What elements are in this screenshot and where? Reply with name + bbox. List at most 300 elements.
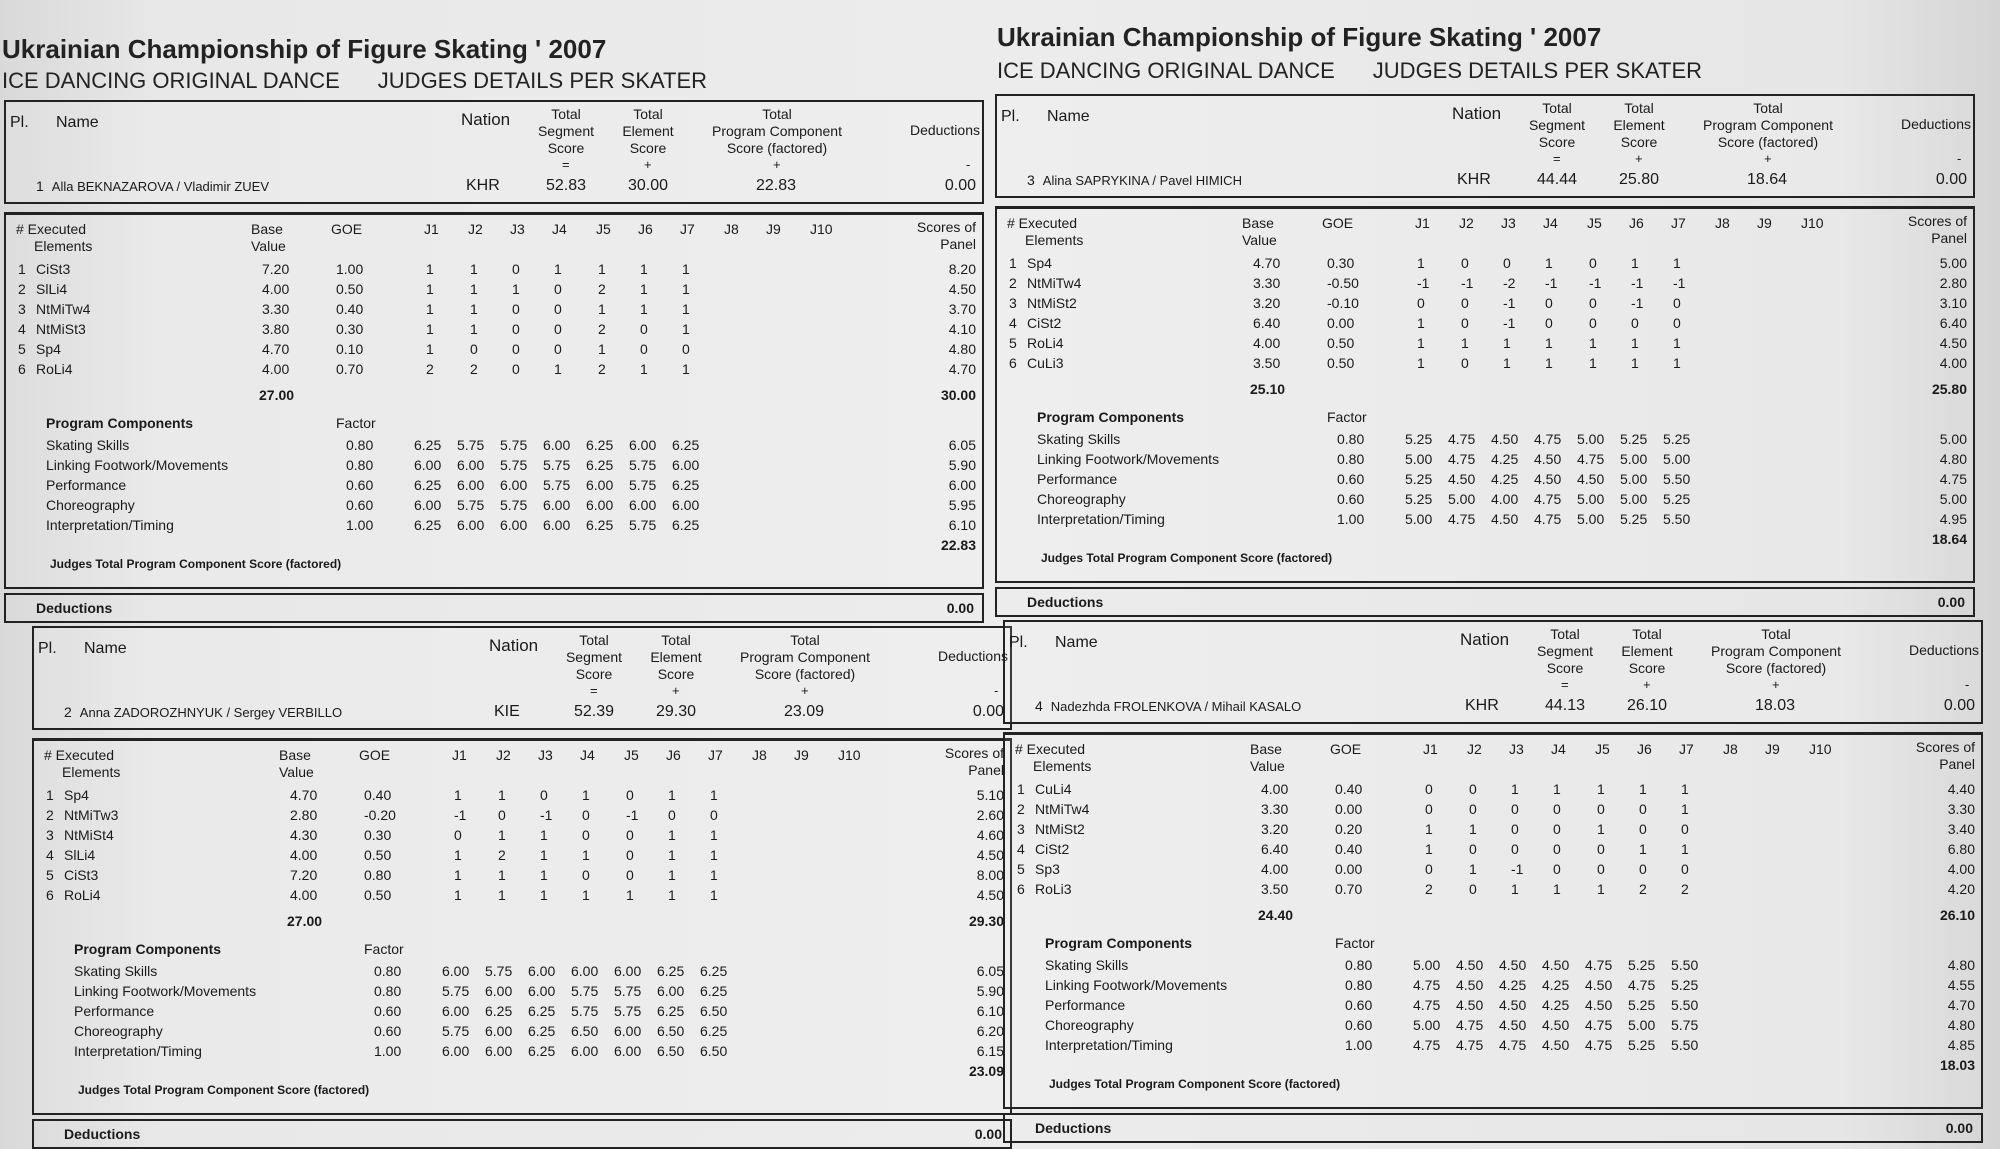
deductions-label: Deductions (1035, 1120, 1112, 1136)
judge-score: 0 (1553, 841, 1561, 857)
skater-tes: 25.80 (1619, 171, 1660, 188)
judge-header: J6 (1637, 741, 1652, 757)
element-goe: 0.30 (336, 321, 364, 337)
component-name: Interpretation/Timing (46, 517, 174, 533)
op-equals: = (590, 683, 598, 698)
component-judge-score: 6.00 (672, 457, 700, 473)
element-panel-score: 4.70 (948, 361, 976, 377)
judge-score: 1 (498, 827, 506, 843)
element-number: 5 (18, 341, 26, 357)
component-judge-score: 6.00 (629, 497, 657, 513)
judge-score: 1 (1681, 801, 1689, 817)
component-factor: 0.80 (1337, 451, 1365, 467)
component-judge-score: 5.75 (614, 1003, 642, 1019)
component-name: Skating Skills (1037, 431, 1121, 447)
component-factor: 0.60 (1345, 997, 1373, 1013)
element-goe: -0.20 (364, 807, 396, 823)
judge-score: 1 (1597, 781, 1605, 797)
skater-summary (32, 626, 1012, 730)
component-factor: 1.00 (374, 1043, 402, 1059)
judge-header: J2 (468, 221, 483, 237)
judge-score: 2 (1425, 881, 1433, 897)
judge-header: J5 (1595, 741, 1610, 757)
component-judge-score: 5.00 (1448, 491, 1476, 507)
component-judge-score: 6.50 (700, 1043, 728, 1059)
component-name: Choreography (1037, 491, 1126, 507)
element-code: Sp4 (64, 787, 89, 803)
component-judge-score: 5.25 (1620, 511, 1648, 527)
element-goe: 0.40 (1335, 841, 1363, 857)
element-base-value: 4.70 (262, 341, 290, 357)
component-judge-score: 4.50 (1534, 451, 1562, 467)
judge-header: J8 (724, 221, 739, 237)
component-panel-score: 6.05 (976, 963, 1004, 979)
judge-score: 0 (1631, 315, 1639, 331)
judge-score: 1 (640, 281, 648, 297)
element-goe: 0.10 (336, 341, 364, 357)
element-number: 2 (1009, 275, 1017, 291)
judge-score: 0 (1639, 821, 1647, 837)
judge-score: 1 (470, 301, 478, 317)
judge-score: 0 (668, 807, 676, 823)
element-panel-score: 3.70 (948, 301, 976, 317)
judge-score: 1 (668, 827, 676, 843)
judge-header: J1 (452, 747, 467, 763)
pcs-header: Total Program Component Score (factored) (740, 632, 870, 682)
judge-score: 1 (1597, 821, 1605, 837)
element-number: 5 (1009, 335, 1017, 351)
element-base-value: 4.00 (290, 847, 318, 863)
judge-score: 1 (668, 787, 676, 803)
component-factor: 1.00 (1345, 1037, 1373, 1053)
deductions-header: Deductions (1908, 642, 1979, 658)
element-number: 1 (18, 261, 26, 277)
event-name: ICE DANCING ORIGINAL DANCE (997, 58, 1335, 83)
component-judge-score: 6.25 (700, 1023, 728, 1039)
component-panel-score: 4.70 (1947, 997, 1975, 1013)
element-number: 2 (18, 281, 26, 297)
judge-score: 0 (1639, 861, 1647, 877)
judge-score: 0 (582, 807, 590, 823)
component-judge-score: 5.75 (629, 477, 657, 493)
component-panel-score: 4.95 (1939, 511, 1967, 527)
judge-score: 0 (626, 827, 634, 843)
element-panel-score: 4.00 (1939, 355, 1967, 371)
page-right (995, 0, 1985, 1149)
component-factor: 0.80 (374, 983, 402, 999)
program-components-header: Program Components (1045, 935, 1193, 951)
element-base-value: 3.20 (1253, 295, 1281, 311)
component-panel-score: 5.90 (976, 983, 1004, 999)
judge-score: 1 (1545, 255, 1553, 271)
skater-tes: 30.00 (628, 177, 669, 194)
judge-score: 1 (540, 847, 548, 863)
element-code: RoLi4 (64, 887, 101, 903)
skater-name: Alina SAPRYKINA / Pavel HIMICH (1042, 173, 1242, 188)
judge-score: 1 (626, 887, 634, 903)
component-panel-score: 5.95 (948, 497, 976, 513)
component-judge-score: 4.75 (1585, 957, 1613, 973)
element-number: 4 (1009, 315, 1017, 331)
judge-score: 1 (426, 301, 434, 317)
element-code: SlLi4 (36, 281, 68, 297)
component-judge-score: 4.50 (1534, 471, 1562, 487)
component-judge-score: 5.75 (629, 457, 657, 473)
judge-score: 1 (498, 787, 506, 803)
element-number: 3 (1009, 295, 1017, 311)
component-judge-score: 6.00 (586, 497, 614, 513)
panel-header: Scores of Panel (944, 745, 1004, 778)
component-judge-score: 6.00 (457, 477, 485, 493)
pcs-header: Total Program Component Score (factored) (712, 106, 842, 156)
judge-score: 0 (682, 341, 690, 357)
skater-block (4, 100, 984, 623)
panel-header: Scores of Panel (916, 219, 976, 252)
judge-score: 0 (470, 341, 478, 357)
component-judge-score: 6.00 (442, 1043, 470, 1059)
component-judge-score: 5.00 (1577, 511, 1605, 527)
component-judge-score: 5.00 (1405, 511, 1433, 527)
component-judge-score: 4.25 (1542, 977, 1570, 993)
skater-pcs: 22.83 (756, 177, 797, 194)
judge-score: 1 (540, 827, 548, 843)
element-goe: 0.70 (1335, 881, 1363, 897)
component-factor: 0.80 (346, 437, 374, 453)
skater-name-row (64, 704, 342, 721)
component-judge-score: 5.75 (485, 963, 513, 979)
element-panel-score: 4.40 (1947, 781, 1975, 797)
element-number: 4 (1017, 841, 1025, 857)
component-judge-score: 4.75 (1413, 997, 1441, 1013)
report-name: JUDGES DETAILS PER SKATER (377, 68, 708, 93)
judge-score: 0 (640, 341, 648, 357)
component-name: Choreography (74, 1023, 163, 1039)
element-base-value: 7.20 (262, 261, 290, 277)
element-code: NtMiSt2 (1027, 295, 1077, 311)
component-judge-score: 4.75 (1499, 1037, 1527, 1053)
judge-header: J6 (1629, 215, 1644, 231)
judge-score: -1 (1545, 275, 1558, 291)
element-panel-score: 8.00 (976, 867, 1004, 883)
component-judge-score: 4.75 (1534, 491, 1562, 507)
element-panel-score: 2.60 (976, 807, 1004, 823)
judge-score: 0 (1553, 861, 1561, 877)
op-minus: - (1965, 677, 1970, 692)
component-judge-score: 4.50 (1491, 511, 1519, 527)
name-header: Name (84, 640, 127, 657)
judge-score: -1 (454, 807, 467, 823)
element-panel-score: 4.20 (1947, 881, 1975, 897)
deductions-total: 0.00 (1937, 594, 1965, 610)
element-base-value: 4.00 (1261, 861, 1289, 877)
executed-elements-header: # Executed Elements (1015, 741, 1092, 774)
judge-header: J7 (708, 747, 723, 763)
element-goe: 0.00 (1327, 315, 1355, 331)
judge-score: 1 (668, 867, 676, 883)
component-judge-score: 6.25 (672, 477, 700, 493)
judge-score: 0 (626, 847, 634, 863)
component-judge-score: 5.00 (1577, 431, 1605, 447)
deductions-row (995, 587, 1975, 617)
judge-score: 0 (1469, 841, 1477, 857)
element-number: 4 (18, 321, 26, 337)
judge-score: 0 (1425, 861, 1433, 877)
component-judge-score: 4.50 (1456, 997, 1484, 1013)
component-factor: 1.00 (346, 517, 374, 533)
component-panel-score: 4.80 (1939, 451, 1967, 467)
element-goe: 0.50 (336, 281, 364, 297)
component-judge-score: 6.25 (700, 983, 728, 999)
judge-score: 1 (1503, 355, 1511, 371)
factor-header: Factor (364, 941, 404, 957)
component-judge-score: 6.00 (672, 497, 700, 513)
deductions-total: 0.00 (946, 600, 974, 616)
component-judge-score: 5.00 (1663, 451, 1691, 467)
judge-score: 0 (1589, 255, 1597, 271)
element-code: RoLi4 (36, 361, 73, 377)
component-judge-score: 4.25 (1491, 451, 1519, 467)
component-judge-score: 5.75 (500, 457, 528, 473)
component-judge-score: 5.75 (543, 457, 571, 473)
element-goe: 0.30 (364, 827, 392, 843)
judge-score: 1 (1425, 841, 1433, 857)
element-panel-score: 5.10 (976, 787, 1004, 803)
tss-header: Total Segment Score (565, 632, 623, 682)
component-judge-score: 4.50 (1499, 997, 1527, 1013)
element-code: Sp4 (1027, 255, 1052, 271)
element-base-value: 4.00 (1253, 335, 1281, 351)
event-name: ICE DANCING ORIGINAL DANCE (2, 68, 340, 93)
component-name: Skating Skills (1045, 957, 1129, 973)
skater-block (1003, 620, 1983, 1143)
component-judge-score: 6.25 (414, 517, 442, 533)
element-panel-score: 6.80 (1947, 841, 1975, 857)
judge-score: -1 (1673, 275, 1686, 291)
judge-score: 0 (1553, 821, 1561, 837)
element-panel-score: 2.80 (1939, 275, 1967, 291)
component-panel-score: 4.55 (1947, 977, 1975, 993)
element-panel-score: 4.50 (948, 281, 976, 297)
component-judge-score: 6.00 (414, 497, 442, 513)
component-judge-score: 4.00 (1491, 491, 1519, 507)
judge-score: 1 (1511, 881, 1519, 897)
judge-score: 1 (454, 867, 462, 883)
judge-score: 1 (540, 867, 548, 883)
component-judge-score: 4.50 (1491, 431, 1519, 447)
judge-score: 1 (1417, 355, 1425, 371)
element-number: 6 (1009, 355, 1017, 371)
component-judge-score: 5.75 (571, 983, 599, 999)
op-plus: + (1643, 677, 1651, 692)
judge-score: 0 (1461, 355, 1469, 371)
component-judge-score: 5.25 (1620, 431, 1648, 447)
judge-score: 0 (1425, 801, 1433, 817)
component-judge-score: 5.75 (571, 1003, 599, 1019)
element-base-value: 4.70 (290, 787, 318, 803)
component-judge-score: 5.00 (1413, 1017, 1441, 1033)
component-judge-score: 6.25 (414, 437, 442, 453)
goe-header: GOE (331, 221, 363, 237)
element-number: 6 (46, 887, 54, 903)
judge-score: 0 (454, 827, 462, 843)
judge-score: 0 (1469, 881, 1477, 897)
element-panel-score: 4.80 (948, 341, 976, 357)
component-judge-score: 5.00 (1577, 491, 1605, 507)
component-judge-score: 4.75 (1413, 977, 1441, 993)
judge-header: J10 (838, 747, 861, 763)
judge-score: 0 (1589, 295, 1597, 311)
judge-score: 0 (1461, 295, 1469, 311)
judge-score: 0 (512, 361, 520, 377)
element-goe: -0.10 (1327, 295, 1359, 311)
element-panel-score: 4.00 (1947, 861, 1975, 877)
base-value-header: Base Value (1250, 741, 1285, 774)
component-judge-score: 6.25 (700, 963, 728, 979)
element-number: 1 (46, 787, 54, 803)
component-judge-score: 5.75 (614, 983, 642, 999)
element-goe: 0.40 (1335, 781, 1363, 797)
component-factor: 0.80 (346, 457, 374, 473)
element-number: 6 (18, 361, 26, 377)
element-code: CuLi3 (1027, 355, 1064, 371)
judge-header: J7 (680, 221, 695, 237)
judge-score: 2 (598, 281, 606, 297)
component-judge-score: 6.00 (500, 517, 528, 533)
judge-score: 1 (1681, 841, 1689, 857)
component-judge-score: 5.00 (1620, 491, 1648, 507)
skater-deductions: 0.00 (1943, 697, 1975, 714)
skater-tes: 26.10 (1627, 697, 1668, 714)
judge-score: -2 (1503, 275, 1516, 291)
judge-score: 1 (554, 361, 562, 377)
judge-header: J8 (752, 747, 767, 763)
component-panel-score: 6.15 (976, 1043, 1004, 1059)
judge-score: 1 (1553, 781, 1561, 797)
op-equals: = (562, 157, 570, 172)
element-number: 2 (1017, 801, 1025, 817)
judge-score: -1 (1503, 295, 1516, 311)
component-judge-score: 5.25 (1405, 431, 1433, 447)
judge-score: 0 (1503, 255, 1511, 271)
judge-score: 1 (598, 261, 606, 277)
program-components-header: Program Components (74, 941, 222, 957)
judge-score: 1 (426, 261, 434, 277)
judge-score: 1 (1461, 335, 1469, 351)
element-goe: 0.50 (364, 847, 392, 863)
element-goe: 0.00 (1335, 801, 1363, 817)
judges-total-label: Judges Total Program Component Score (factored) (50, 557, 342, 571)
judge-score: 1 (540, 887, 548, 903)
skater-nation: KHR (1465, 697, 1499, 714)
component-name: Skating Skills (46, 437, 130, 453)
judge-score: -1 (1589, 275, 1602, 291)
document-title: Ukrainian Championship of Figure Skating ' 2007 (997, 22, 1602, 52)
judge-header: J8 (1715, 215, 1730, 231)
component-judge-score: 6.00 (571, 963, 599, 979)
judge-score: 0 (626, 867, 634, 883)
skater-block (32, 626, 1012, 1149)
component-judge-score: 5.50 (1663, 471, 1691, 487)
deductions-row (32, 1119, 1012, 1149)
component-judge-score: 4.50 (1542, 957, 1570, 973)
pl-header: Pl. (10, 114, 29, 131)
component-judge-score: 6.50 (571, 1023, 599, 1039)
judge-header: J7 (1671, 215, 1686, 231)
component-name: Performance (1045, 997, 1126, 1013)
component-panel-score: 6.10 (976, 1003, 1004, 1019)
judge-header: J9 (794, 747, 809, 763)
judge-header: J9 (766, 221, 781, 237)
judge-score: 0 (582, 867, 590, 883)
op-plus: + (801, 683, 809, 698)
component-judge-score: 5.00 (1413, 957, 1441, 973)
element-goe: -0.50 (1327, 275, 1359, 291)
component-judge-score: 5.25 (1628, 1037, 1656, 1053)
skater-tss: 44.44 (1537, 171, 1578, 188)
component-judge-score: 5.75 (629, 517, 657, 533)
judge-score: 0 (1511, 841, 1519, 857)
goe-header: GOE (1330, 741, 1362, 757)
component-judge-score: 6.00 (543, 517, 571, 533)
component-panel-score: 4.80 (1947, 1017, 1975, 1033)
judge-score: 0 (512, 301, 520, 317)
judges-total-label: Judges Total Program Component Score (factored) (1049, 1077, 1341, 1091)
tes-header: Total Element Score (1613, 100, 1665, 150)
component-name: Performance (1037, 471, 1118, 487)
judge-header: J2 (1467, 741, 1482, 757)
judge-header: J1 (424, 221, 439, 237)
component-panel-score: 5.00 (1939, 491, 1967, 507)
component-judge-score: 4.75 (1628, 977, 1656, 993)
judge-score: 1 (1545, 335, 1553, 351)
element-code: CiSt2 (1027, 315, 1062, 331)
component-judge-score: 6.00 (485, 1023, 513, 1039)
element-code: NtMiTw4 (36, 301, 91, 317)
pl-header: Pl. (38, 640, 57, 657)
component-judge-score: 6.25 (657, 963, 685, 979)
component-judge-score: 4.75 (1448, 511, 1476, 527)
judge-header: J3 (538, 747, 553, 763)
component-panel-score: 4.85 (1947, 1037, 1975, 1053)
component-panel-score: 4.75 (1939, 471, 1967, 487)
judge-header: J10 (1801, 215, 1824, 231)
component-factor: 0.60 (1337, 491, 1365, 507)
component-panel-score: 6.10 (948, 517, 976, 533)
judge-score: 0 (710, 807, 718, 823)
component-judge-score: 4.50 (1456, 977, 1484, 993)
judge-score: 1 (1469, 861, 1477, 877)
judge-score: 1 (710, 847, 718, 863)
element-code: Sp4 (36, 341, 61, 357)
skater-details (32, 738, 1012, 1115)
op-plus: + (1772, 677, 1780, 692)
component-judge-score: 6.00 (528, 963, 556, 979)
judge-score: 0 (640, 321, 648, 337)
judge-header: J4 (552, 221, 567, 237)
component-name: Interpretation/Timing (74, 1043, 202, 1059)
component-judge-score: 4.50 (1542, 1037, 1570, 1053)
element-goe: 0.40 (336, 301, 364, 317)
op-plus: + (672, 683, 680, 698)
component-judge-score: 6.00 (571, 1043, 599, 1059)
judge-score: 1 (498, 867, 506, 883)
judge-score: 0 (1425, 781, 1433, 797)
judge-score: 1 (668, 847, 676, 863)
component-judge-score: 5.25 (1628, 997, 1656, 1013)
executed-elements-header: # Executed Elements (44, 747, 121, 780)
judge-score: 1 (1469, 821, 1477, 837)
judge-score: 1 (1681, 781, 1689, 797)
